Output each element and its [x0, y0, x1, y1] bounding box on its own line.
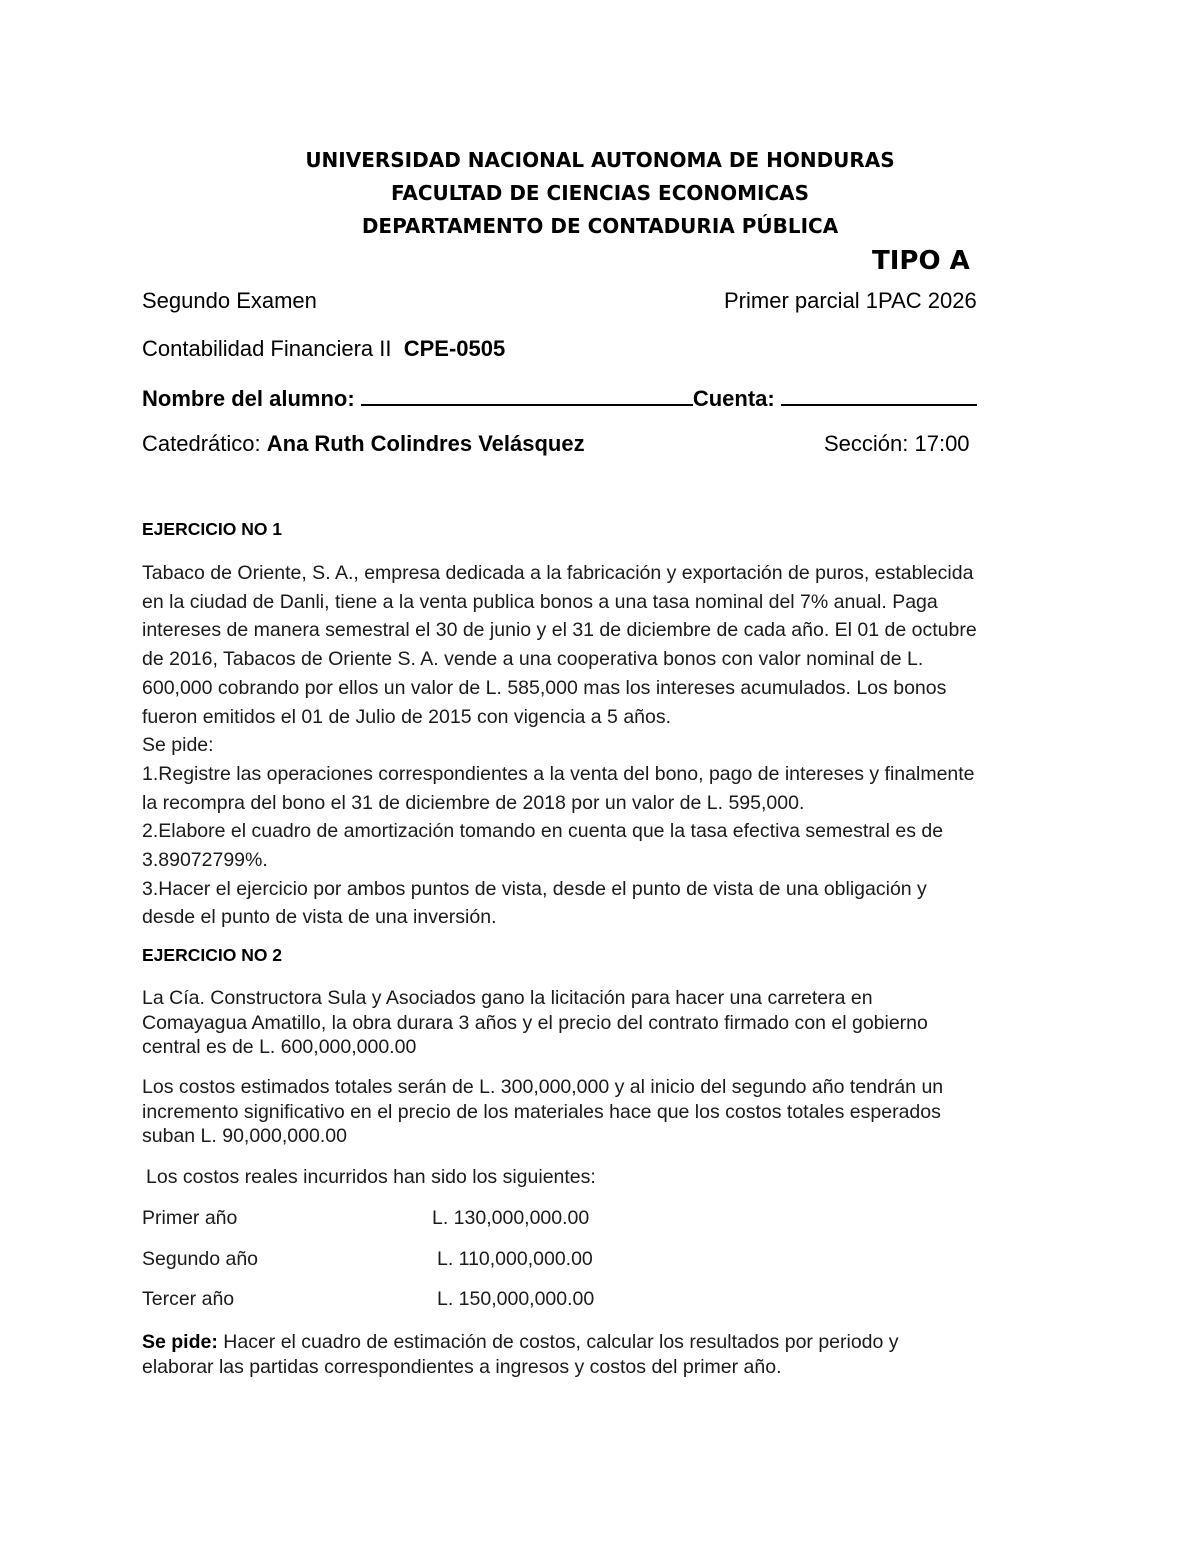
- student-name-blank[interactable]: [361, 384, 693, 406]
- section-label: Sección: 17:00: [824, 431, 970, 456]
- task-line: desde el punto de vista de una inversión.: [142, 906, 497, 929]
- exercise1-title: EJERCICIO NO 1: [142, 519, 283, 539]
- course-label: Contabilidad Financiera II: [142, 336, 392, 361]
- task-line: 2.Elabore el cuadro de amortización tomando en cuenta que la tasa efectiva semestral es de: [142, 820, 944, 843]
- professor-name: Ana Ruth Colindres Velásquez: [266, 431, 585, 456]
- account-label: Cuenta:: [692, 386, 775, 411]
- paragraph-line: La Cía. Constructora Sula y Asociados gano la licitación para hacer una carretera en: [142, 987, 873, 1009]
- exercise2-paragraph1: [142, 986, 1060, 1060]
- professor-line: [142, 431, 585, 457]
- cost-value-year3: L. 150,000,000.00: [437, 1288, 595, 1310]
- exam-name: Segundo Examen: [142, 288, 317, 313]
- university-title: UNIVERSIDAD NACIONAL AUTONOMA DE HONDURAS: [305, 148, 895, 172]
- student-label: Nombre del alumno:: [142, 386, 355, 411]
- exercise2-title: EJERCICIO NO 2: [142, 945, 283, 965]
- paragraph-line: suban L. 90,000,000.00: [142, 1125, 347, 1147]
- cost-label-year2: Segundo año: [142, 1248, 259, 1270]
- task-line: 3.89072799%.: [142, 849, 268, 872]
- professor-label: Catedrático:: [142, 431, 261, 456]
- paragraph-line: intereses de manera semestral el 30 de junio y el 31 de diciembre de cada año. El 01 de octubre: [142, 619, 977, 642]
- cost-value-year1: L. 130,000,000.00: [432, 1207, 590, 1229]
- exercise2-request: [142, 1330, 1060, 1379]
- task-line: 3.Hacer el ejercicio por ambos puntos de vista, desde el punto de vista de una obligación y: [142, 877, 927, 900]
- student-line: [142, 384, 977, 412]
- paragraph-line: incremento significativo en el precio de los materiales hace que los costos totales esperados: [142, 1100, 941, 1123]
- paragraph-line: 600,000 cobrando por ellos un valor de L. 585,000 mas los intereses acumulados. Los bonos: [142, 676, 947, 699]
- exercise1-paragraph: [142, 559, 1060, 932]
- paragraph-line: de 2016, Tabacos de Oriente S. A. vende a una cooperativa bonos con valor nominal de L.: [142, 648, 924, 671]
- exam-type: TIPO A: [872, 246, 970, 276]
- exam-period: Primer parcial 1PAC 2026: [724, 288, 977, 313]
- request-line: elaborar las partidas correspondientes a ingresos y costos del primer año.: [142, 1355, 782, 1378]
- exercise2-paragraph2: [142, 1075, 1060, 1149]
- course-line: [142, 336, 505, 362]
- task-line: la recompra del bono el 31 de diciembre de 2018 por un valor de L. 595,000.: [142, 791, 805, 814]
- cost-label-year3: Tercer año: [142, 1288, 235, 1310]
- faculty-title: FACULTAD DE CIENCIAS ECONOMICAS: [390, 181, 810, 205]
- costs-intro: Los costos reales incurridos han sido los siguientes:: [146, 1166, 596, 1188]
- paragraph-line: central es de L. 600,000,000.00: [142, 1036, 417, 1058]
- request-text: Hacer el cuadro de estimación de costos, calcular los resultados por periodo y: [223, 1331, 899, 1353]
- account-blank[interactable]: [781, 384, 977, 406]
- request-label: Se pide:: [142, 1331, 218, 1353]
- request-line: [142, 1330, 1060, 1355]
- paragraph-line: en la ciudad de Danli, tiene a la venta publica bonos a una tasa nominal del 7% anual. Paga: [142, 590, 938, 613]
- cost-label-year1: Primer año: [142, 1207, 238, 1229]
- department-title: DEPARTAMENTO DE CONTADURIA PÚBLICA: [361, 214, 839, 238]
- course-code: CPE-0505: [403, 336, 506, 361]
- paragraph-line: fueron emitidos el 01 de Julio de 2015 con vigencia a 5 años.: [142, 705, 672, 728]
- paragraph-line: Tabaco de Oriente, S. A., empresa dedicada a la fabricación y exportación de puros, establecida: [142, 562, 974, 584]
- paragraph-line: Los costos estimados totales serán de L. 300,000,000 y al inicio del segundo año tendrán un: [142, 1076, 944, 1098]
- cost-value-year2: L. 110,000,000.00: [437, 1248, 593, 1270]
- paragraph-line: Comayagua Amatillo, la obra durara 3 años y el precio del contrato firmado con el gobierno: [142, 1011, 928, 1034]
- se-pide-label: Se pide:: [142, 734, 214, 757]
- task-line: 1.Registre las operaciones correspondientes a la venta del bono, pago de intereses y finalmente: [142, 762, 975, 785]
